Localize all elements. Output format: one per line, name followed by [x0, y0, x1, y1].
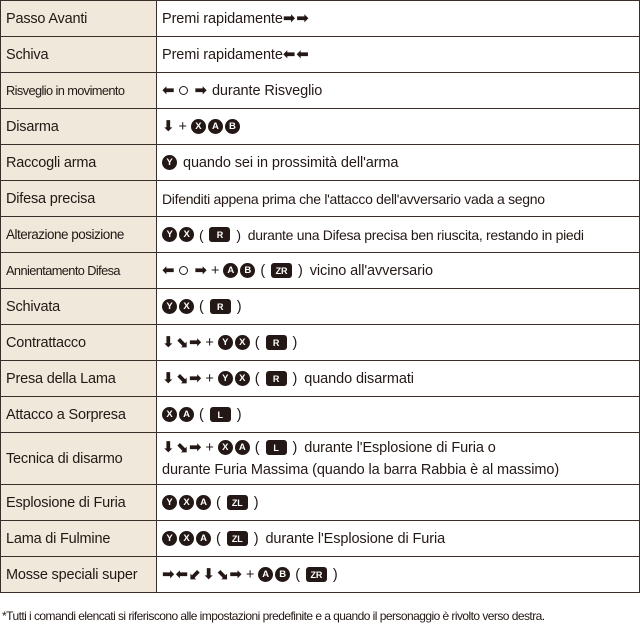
arrow-left-icon: ⬅ [296, 46, 309, 63]
y-button-icon: Y [162, 299, 177, 314]
parenthesis: ( [295, 566, 300, 583]
arrow-down-icon: ⬇ [162, 370, 175, 387]
a-button-icon: A [196, 531, 211, 546]
arrow-left-icon: ⬅ [282, 46, 296, 63]
table-row [1, 217, 640, 253]
parenthesis: ) [253, 494, 259, 511]
table-row [1, 145, 640, 181]
command-text: durante l'Esplosione di Furia o [304, 439, 496, 456]
r-button-icon: R [209, 227, 230, 242]
table-row [1, 557, 640, 593]
neutral-stick-icon [179, 86, 188, 95]
r-button-icon: R [210, 299, 231, 314]
arrow-right-icon: ➡ [194, 82, 207, 99]
a-button-icon: A [208, 119, 223, 134]
table-row [1, 181, 640, 217]
r-button-icon: R [266, 335, 287, 350]
a-button-icon: A [196, 495, 211, 510]
command-line [162, 404, 639, 426]
arrow-down-right-icon: ⬊ [215, 566, 229, 583]
x-button-icon: X [162, 407, 177, 422]
command-line [162, 296, 639, 318]
b-button-icon: B [225, 119, 240, 134]
zl-button-icon: ZL [227, 495, 248, 510]
arrow-down-icon: ⬇ [162, 439, 175, 456]
table-row [1, 485, 640, 521]
table-row [1, 325, 640, 361]
move-name: Esplosione di Furia [1, 485, 157, 521]
command-line [162, 260, 639, 282]
plus-sign: + [205, 370, 214, 387]
parenthesis: ( [199, 406, 204, 423]
move-name: Presa della Lama [1, 361, 157, 397]
arrow-down-icon: ⬇ [162, 118, 175, 135]
neutral-stick-icon [179, 266, 188, 275]
command-line [162, 8, 639, 30]
move-name: Schiva [1, 37, 157, 73]
arrow-right-icon: ➡ [194, 262, 207, 279]
parenthesis: ) [292, 439, 298, 456]
command-text: durante l'Esplosione di Furia [265, 530, 446, 547]
y-button-icon: Y [162, 227, 177, 242]
command-line [162, 152, 639, 174]
x-button-icon: X [179, 299, 194, 314]
move-command [157, 37, 640, 73]
move-command [157, 361, 640, 397]
move-command [157, 397, 640, 433]
zr-button-icon: ZR [306, 567, 327, 582]
move-name: Attacco a Sorpresa [1, 397, 157, 433]
x-button-icon: X [235, 335, 250, 350]
table-row [1, 433, 640, 485]
r-button-icon: R [266, 371, 287, 386]
table-row [1, 109, 640, 145]
move-name: Risveglio in movimento [1, 73, 157, 109]
parenthesis: ( [254, 334, 260, 351]
move-name: Lama di Fulmine [1, 521, 157, 557]
move-name: Raccogli arma [1, 145, 157, 181]
x-button-icon: X [218, 440, 233, 455]
move-command [157, 325, 640, 361]
move-command [157, 253, 640, 289]
command-line [162, 188, 639, 210]
table-row [1, 521, 640, 557]
y-button-icon: Y [218, 371, 233, 386]
arrow-left-icon: ⬅ [162, 262, 175, 279]
table-row [1, 361, 640, 397]
command-text: quando disarmati [304, 370, 414, 387]
command-line [162, 459, 639, 481]
command-text: durante Furia Massima (quando la barra Rabbia è al massimo) [162, 461, 560, 478]
a-button-icon: A [235, 440, 250, 455]
move-command [157, 109, 640, 145]
plus-sign: + [178, 118, 187, 135]
command-line [162, 224, 639, 246]
parenthesis: ( [199, 298, 204, 315]
arrow-right-icon: ➡ [162, 566, 175, 583]
arrow-down-right-icon: ⬊ [175, 439, 188, 456]
move-name: Annientamento Difesa [1, 253, 157, 289]
arrow-down-left-icon: ⬋ [188, 566, 202, 583]
move-command [157, 217, 640, 253]
move-command [157, 521, 640, 557]
x-button-icon: X [179, 495, 194, 510]
move-name: Contrattacco [1, 325, 157, 361]
command-text: durante una Difesa precisa ben riuscita, restando in piedi [247, 226, 584, 243]
move-command [157, 181, 640, 217]
plus-sign: + [245, 566, 255, 583]
l-button-icon: L [210, 407, 231, 422]
arrow-left-icon: ⬅ [162, 82, 175, 99]
l-button-icon: L [266, 440, 287, 455]
command-line [162, 528, 639, 550]
move-command [157, 557, 640, 593]
y-button-icon: Y [218, 335, 233, 350]
parenthesis: ( [260, 262, 266, 279]
parenthesis: ) [236, 406, 242, 423]
command-line [162, 80, 639, 102]
table-row [1, 253, 640, 289]
b-button-icon: B [275, 567, 290, 582]
plus-sign: + [205, 334, 214, 351]
y-button-icon: Y [162, 155, 177, 170]
arrow-left-icon: ⬅ [175, 566, 188, 583]
arrow-down-right-icon: ⬊ [175, 334, 188, 351]
move-name: Passo Avanti [1, 1, 157, 37]
arrow-right-icon: ➡ [188, 334, 202, 351]
move-name: Disarma [1, 109, 157, 145]
move-command [157, 485, 640, 521]
command-text: Premi rapidamente [162, 10, 283, 27]
b-button-icon: B [240, 263, 255, 278]
plus-sign: + [205, 439, 214, 456]
x-button-icon: X [191, 119, 206, 134]
a-button-icon: A [223, 263, 238, 278]
a-button-icon: A [179, 407, 194, 422]
table-row [1, 37, 640, 73]
zl-button-icon: ZL [227, 531, 248, 546]
arrow-right-icon: ➡ [188, 370, 202, 387]
parenthesis: ) [298, 262, 303, 279]
parenthesis: ) [332, 566, 338, 583]
arrow-down-right-icon: ⬊ [175, 370, 188, 387]
x-button-icon: X [235, 371, 250, 386]
command-text: vicino all'avversario [309, 262, 433, 279]
parenthesis: ( [199, 226, 204, 243]
command-line [162, 116, 639, 138]
arrow-right-icon: ➡ [188, 439, 202, 456]
move-name: Mosse speciali super [1, 557, 157, 593]
zr-button-icon: ZR [271, 263, 292, 278]
arrow-right-icon: ➡ [229, 566, 242, 583]
command-text: quando sei in prossimità dell'arma [183, 154, 399, 171]
move-name: Tecnica di disarmo [1, 433, 157, 485]
table-row [1, 73, 640, 109]
move-command [157, 73, 640, 109]
command-line [162, 437, 639, 459]
command-text: durante Risveglio [211, 82, 323, 99]
move-name: Difesa precisa [1, 181, 157, 217]
move-name: Schivata [1, 289, 157, 325]
parenthesis: ( [216, 494, 221, 511]
y-button-icon: Y [162, 531, 177, 546]
arrow-down-icon: ⬇ [202, 566, 215, 583]
move-command [157, 289, 640, 325]
table-row [1, 1, 640, 37]
x-button-icon: X [179, 227, 194, 242]
command-line [162, 492, 639, 514]
move-name: Alterazione posizione [1, 217, 157, 253]
y-button-icon: Y [162, 495, 177, 510]
command-line [162, 368, 639, 390]
command-text: Premi rapidamente [162, 46, 283, 63]
command-line [162, 44, 639, 66]
arrow-right-icon: ➡ [296, 10, 309, 27]
parenthesis: ) [292, 370, 298, 387]
a-button-icon: A [258, 567, 273, 582]
parenthesis: ( [216, 530, 221, 547]
command-text: Difenditi appena prima che l'attacco dell'avversario vada a segno [162, 190, 545, 207]
command-line [162, 564, 639, 586]
arrow-right-icon: ➡ [282, 10, 296, 27]
arrow-down-icon: ⬇ [162, 334, 175, 351]
move-command [157, 145, 640, 181]
parenthesis: ) [236, 298, 242, 315]
table-row [1, 397, 640, 433]
command-line [162, 332, 639, 354]
parenthesis: ) [236, 226, 241, 243]
x-button-icon: X [179, 531, 194, 546]
parenthesis: ) [292, 334, 298, 351]
move-command [157, 1, 640, 37]
parenthesis: ( [254, 370, 260, 387]
table-row [1, 289, 640, 325]
parenthesis: ( [254, 439, 260, 456]
footnote: *Tutti i comandi elencati si riferiscono alle impostazioni predefinite e a quando il personaggio è rivolto verso destra. [2, 609, 545, 623]
move-command [157, 433, 640, 485]
plus-sign: + [210, 262, 220, 279]
parenthesis: ) [253, 530, 259, 547]
